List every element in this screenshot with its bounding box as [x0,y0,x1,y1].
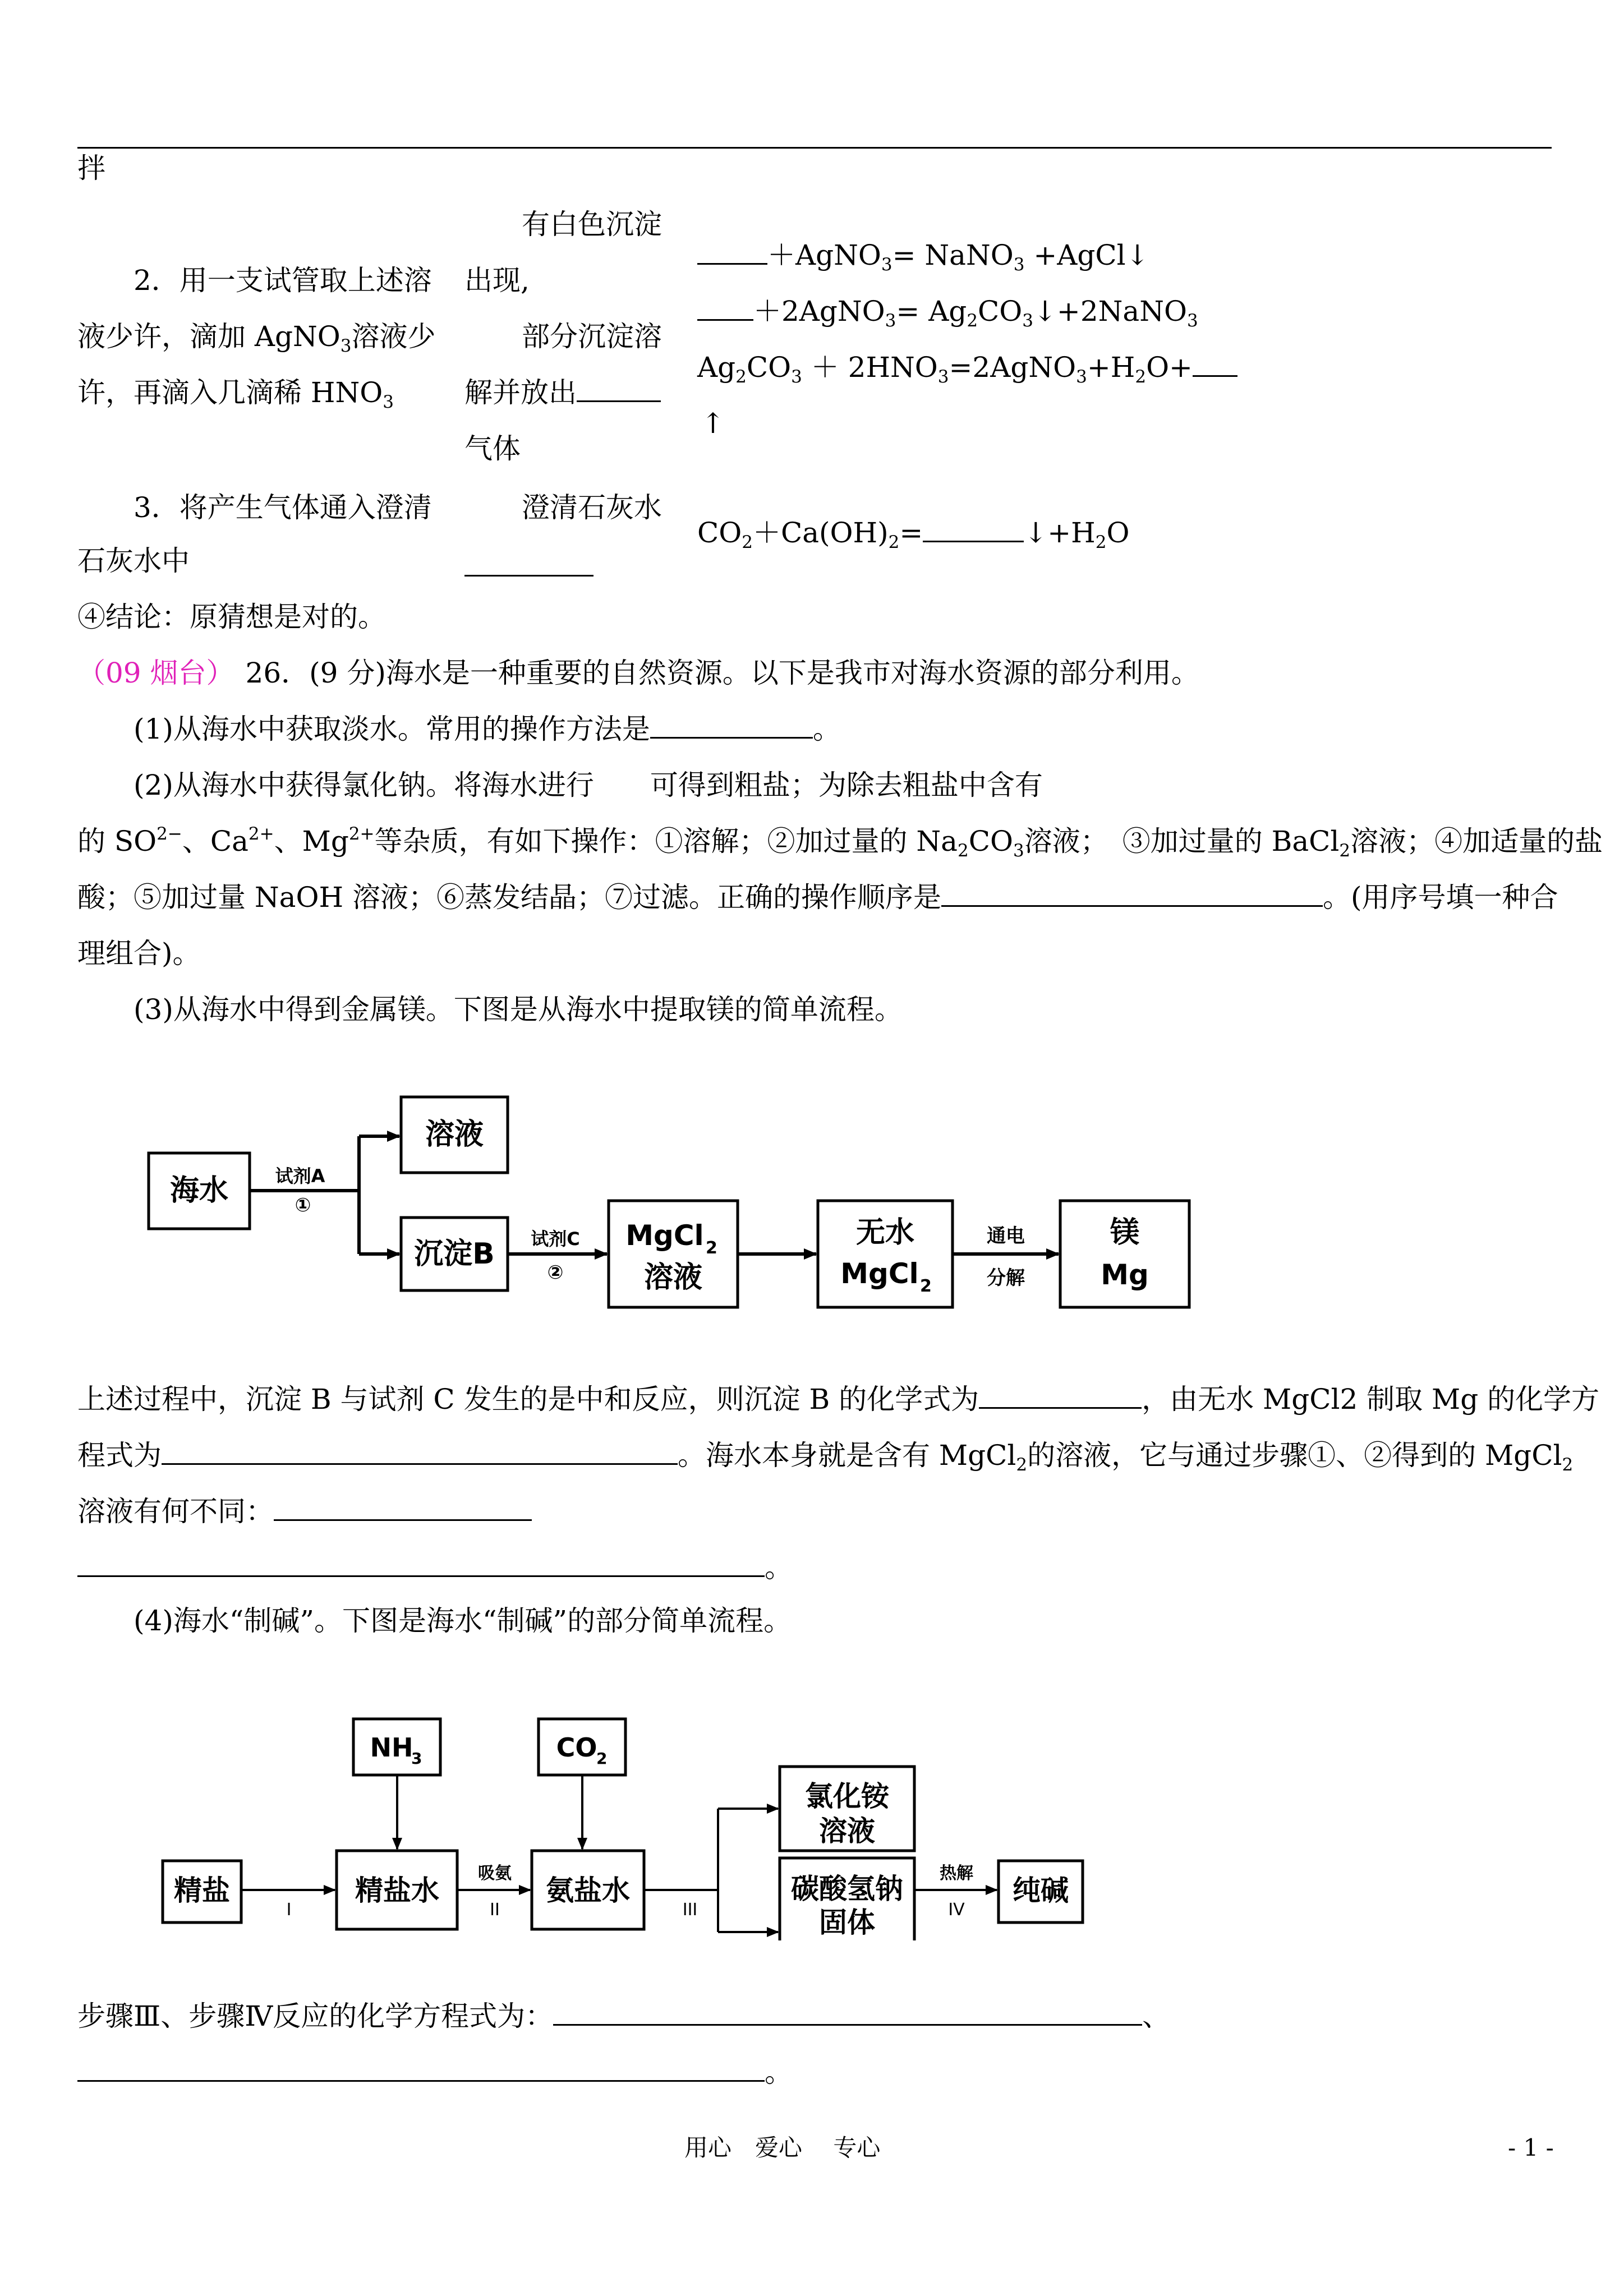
row2-step-line3: 许，再滴入几滴稀 $HNO_3$ [77,376,394,412]
label-step-iv: IV [948,1900,965,1920]
label-lvhuaan-solution: 溶液 [819,1815,875,1847]
q26-part2-line2: 的 $SO^{2-}$、$Ca^{2+}$、$Mg^{2+}$等杂质，有如下操作：①溶解；②加过量的 $Na_2CO_3$溶液； ③加过量的 BaCl$_2$溶液；④加适量的盐 [77,824,1603,861]
header-rule [77,147,1552,149]
q26-part3-line1: 上述过程中，沉淀 B 与试剂 C 发生的是中和反应，则沉淀 B 的化学式为 ，由无水 MgCl2 制取 Mg 的化学方 [77,1383,1600,1416]
row2-obs-line4: 解并放出 [464,376,661,409]
label-tansuan-solid: 固体 [819,1906,875,1939]
label-reagent-a: 试剂A [275,1165,325,1187]
carry-over-char: 拌 [77,152,105,185]
order-blank[interactable] [941,883,1323,907]
row2-equation3-arrow: ↑ [701,407,725,440]
precipitate-formula-blank[interactable] [979,1385,1142,1409]
row2-obs-line1: 有白色沉淀 [522,208,662,241]
soda-ash-flow-diagram [151,1694,1105,1940]
row3-eq-blank[interactable] [923,518,1024,542]
q26-part3-line4: 。 [77,1551,793,1584]
conclusion: ④结论：原猜想是对的。 [77,601,386,633]
label-nh3: NH [370,1732,413,1763]
label-wushui-sub: 2 [920,1276,932,1296]
label-step-ii: II [490,1900,500,1920]
q26-part3-line2: 程式为 。海水本身就是含有 MgCl$_2$的溶液，它与通过步骤①、②得到的 MgCl$_2$ [77,1439,1574,1475]
label-lvhuaan: 氯化铵 [805,1780,889,1813]
label-rongye: 溶液 [425,1118,484,1151]
label-jingyanshui: 精盐水 [355,1874,439,1907]
label-rejie: 热解 [940,1864,973,1883]
row2-obs-line5: 气体 [464,432,521,465]
label-haishui: 海水 [169,1174,229,1207]
label-step-iii: III [682,1900,698,1920]
label-wushui: 无水 [855,1216,915,1250]
label-xian: 吸氨 [478,1864,512,1883]
label-jingyan: 精盐 [174,1874,230,1907]
row3-equation: $CO_2+Ca(OH)_2=$ $↓+H_2O$ [697,517,1130,552]
label-anyanshui: 氨盐水 [546,1874,630,1907]
step4-equation-blank[interactable] [77,2058,765,2082]
row2-obs-line3: 部分沉淀溶 [522,320,662,353]
q26-part4-line2: 。 [77,2055,793,2089]
page-number: - 1 - [1508,2134,1554,2161]
row3-step-line2: 石灰水中 [77,545,190,577]
label-reagent-c: 试剂C [531,1228,580,1250]
label-mgcl2-sub: 2 [706,1238,717,1258]
row3-step-line1: 3．将产生气体通入澄清 [134,491,432,524]
label-fenjie: 分解 [987,1267,1025,1289]
p1-blank[interactable] [650,714,813,739]
eq3-blank[interactable] [1193,353,1237,377]
row2-step-line1: 2．用一支试管取上述溶 [134,264,432,297]
row2-equation2: ＋2AgNO$_3$= $Ag_2CO_3↓+2NaNO_3$ [697,294,1198,328]
label-co2-sub: 2 [596,1749,608,1768]
label-step2: ② [547,1261,564,1284]
q26-part3: (3)从海水中得到金属镁。下图是从海水中提取镁的简单流程。 [134,993,903,1026]
label-co2: CO [556,1732,597,1763]
step3-equation-blank[interactable] [553,2002,1142,2026]
row3-obs-line1: 澄清石灰水 [522,491,662,524]
row2-obs-line2: 出现, [464,264,530,297]
gas-blank[interactable] [577,378,661,402]
magnesium-flow-diagram [140,1077,1206,1329]
label-tansuan: 碳酸氢钠 [791,1873,903,1905]
label-mg: Mg [1101,1258,1149,1291]
eq2-blank[interactable] [697,297,753,321]
q26-part2-line4: 理组合)。 [77,937,201,970]
q26-source: （09 烟台） [77,657,234,689]
q26-part1: (1)从海水中获取淡水。常用的操作方法是 。 [134,713,841,745]
q26-part3-line3: 溶液有何不同： [77,1495,532,1528]
difference-blank[interactable] [274,1497,532,1521]
label-wushui-mgcl2: MgCl [840,1257,919,1290]
footer-motto: 用心 爱心 专心 [684,2134,881,2161]
mg-equation-blank[interactable] [162,1441,678,1465]
q26-part4: (4)海水“制碱”。下图是海水“制碱”的部分简单流程。 [134,1605,792,1637]
q26-title: （09 烟台） 26．(9 分)海水是一种重要的自然资源。以下是我市对海水资源的部分利用。 [77,657,1199,689]
q26-part4-line1: 步骤Ⅲ、步骤Ⅳ反应的化学方程式为： 、 [77,2000,1171,2032]
row2-equation1: ＋AgNO$_3$= NaNO$_3$ +AgCl↓ [697,238,1149,272]
eq1-blank[interactable] [697,241,767,265]
label-mgcl2-solution: 溶液 [643,1261,703,1294]
label-step1: ① [295,1194,311,1216]
difference-blank-2[interactable] [77,1553,765,1577]
label-nh3-sub: 3 [411,1749,422,1768]
row3-obs-blank[interactable] [464,575,594,577]
row2-equation3: $Ag_2CO_3$ ＋ $2HNO_3=2AgNO_3+H_2O+$ [697,351,1237,384]
label-mgcl2: MgCl [625,1219,704,1252]
row2-step-line2: 液少许，滴加 AgNO$_3$溶液少 [77,320,436,356]
q26-part2-line1: (2)从海水中获得氯化钠。将海水进行 可得到粗盐；为除去粗盐中含有 [134,769,1043,801]
label-chunjian: 纯碱 [1013,1874,1069,1907]
q26-part2-line3: 酸；⑤加过量 NaOH 溶液；⑥蒸发结晶；⑦过滤。正确的操作顺序是 。(用序号填一种合 [77,881,1558,914]
label-mei: 镁 [1110,1216,1140,1250]
label-tongdian: 通电 [987,1225,1025,1247]
label-step-i: I [286,1900,292,1920]
label-chendian-b: 沉淀B [414,1237,495,1271]
